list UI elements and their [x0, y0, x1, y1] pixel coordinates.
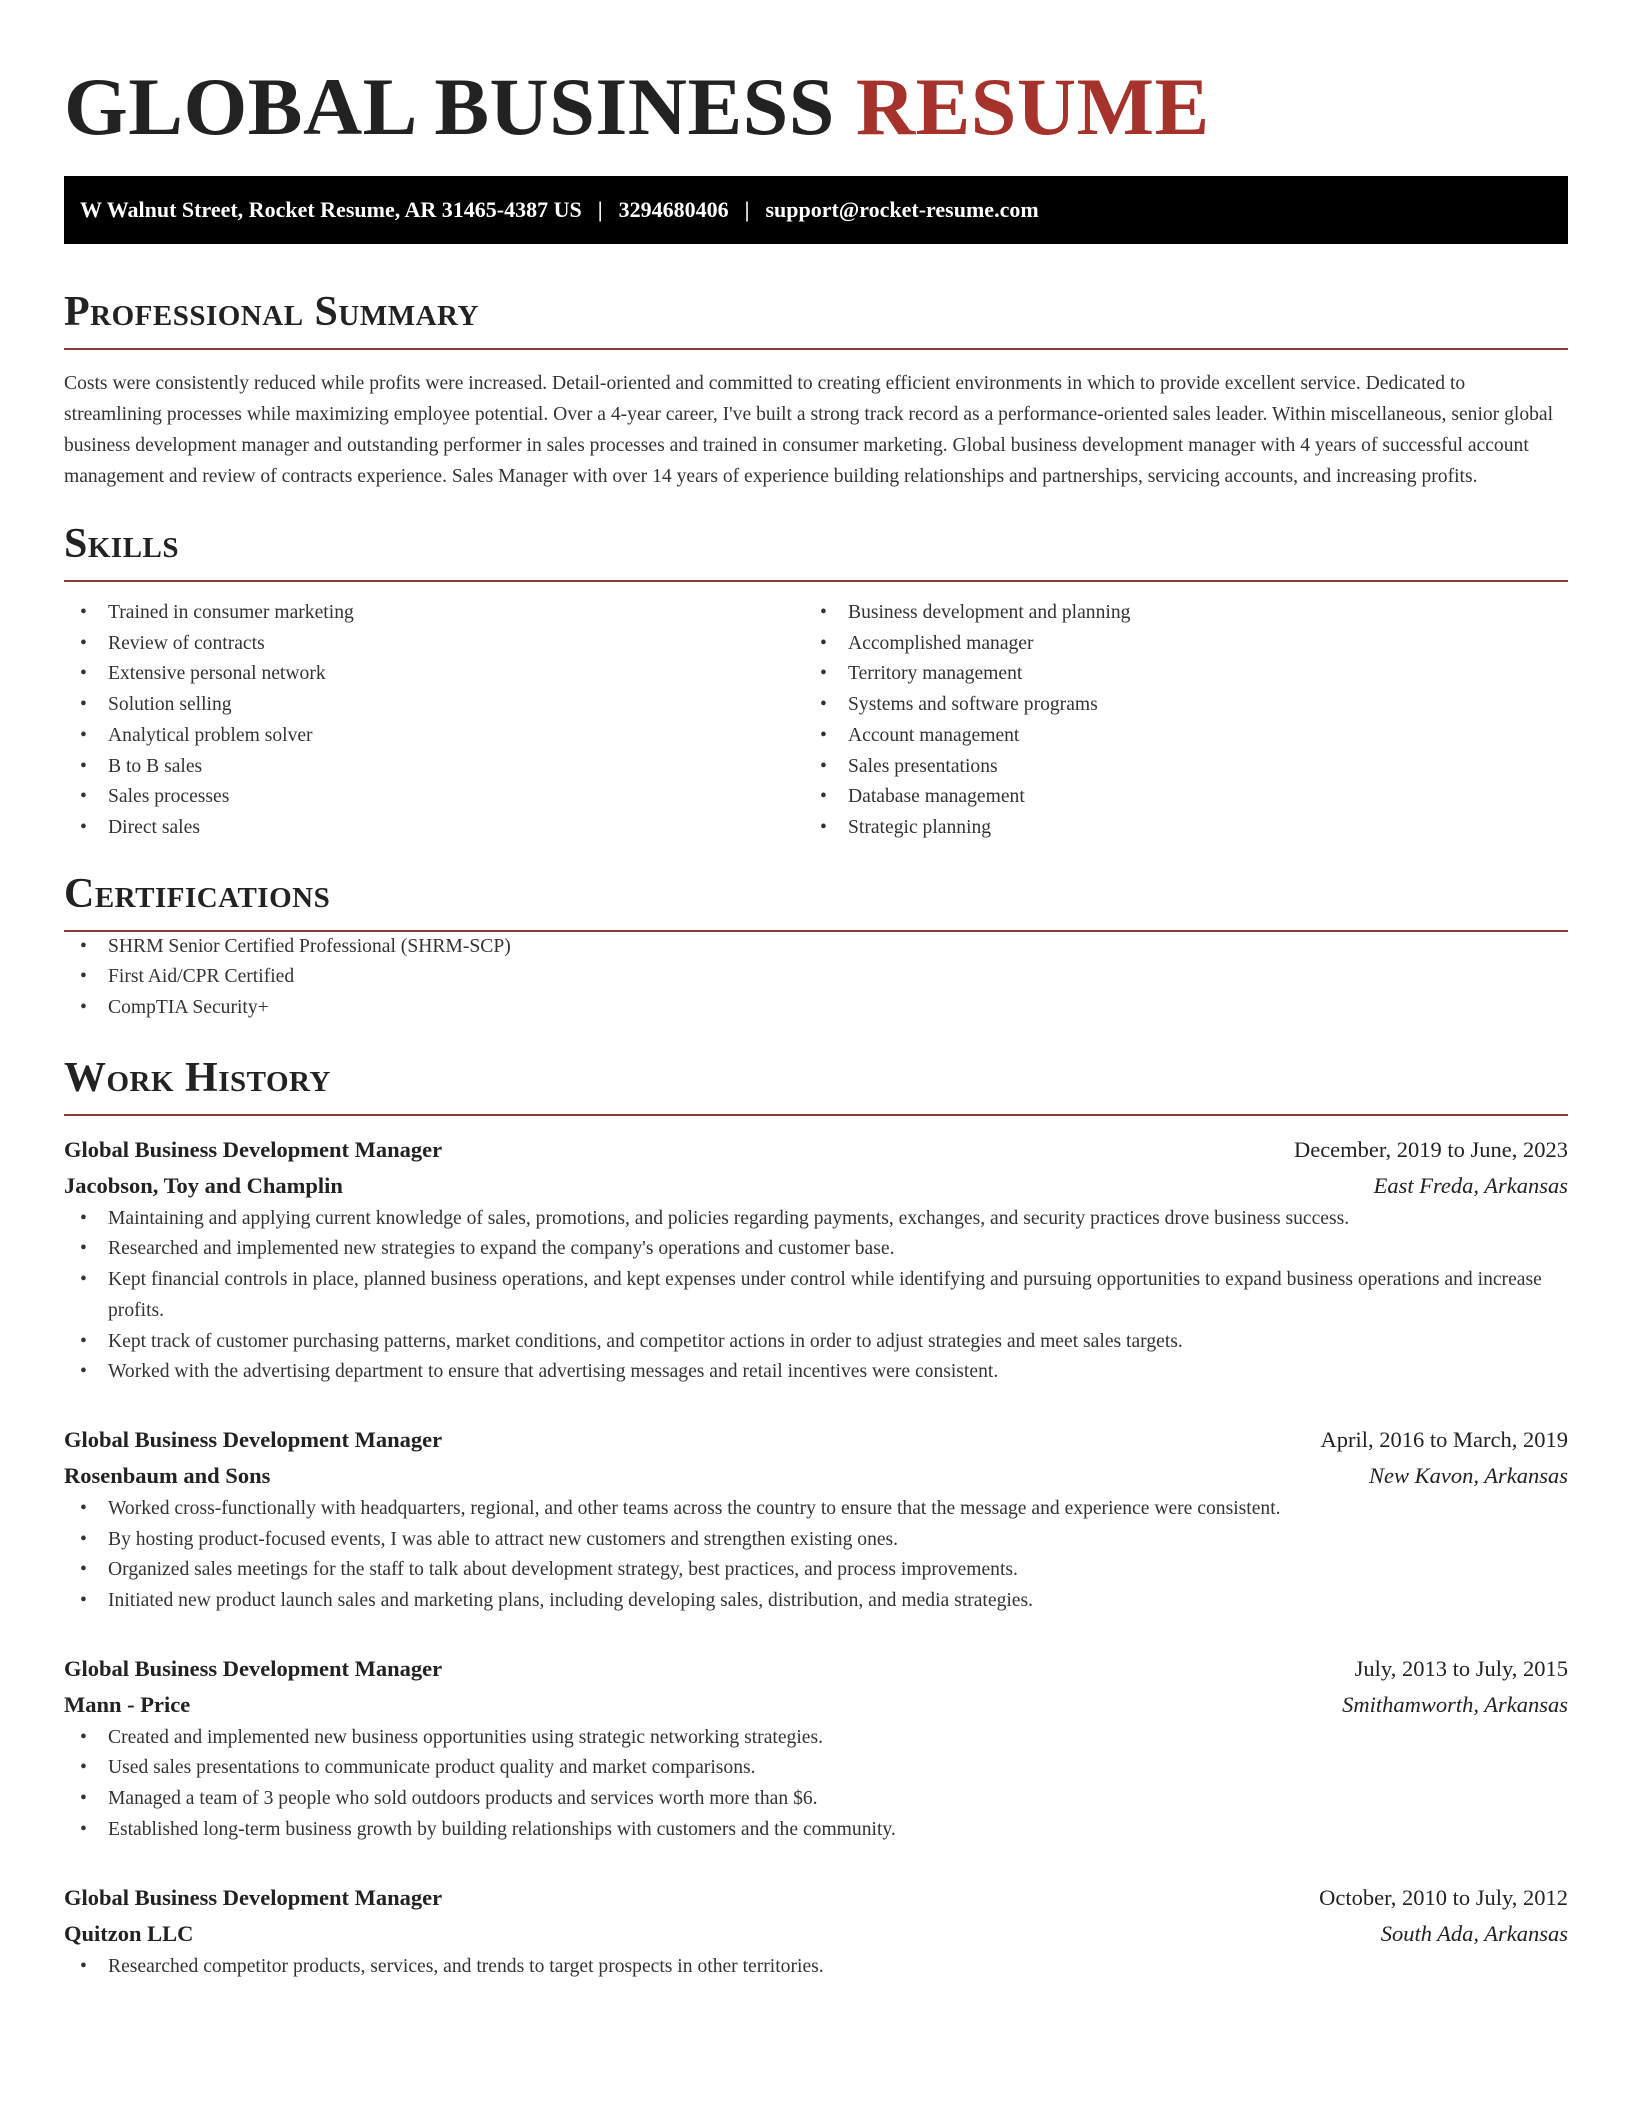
job-entry [64, 1651, 1568, 1846]
job-entry [64, 1880, 1568, 1983]
job-dates: July, 2013 to July, 2015 [1354, 1655, 1568, 1681]
job-location: East Freda, Arkansas [1373, 1172, 1568, 1198]
job-title: Global Business Development Manager [64, 1884, 443, 1910]
job-duty: • Initiated new product launch sales and marketing plans, including developing sales, distribution, and media strategies. [64, 1586, 1568, 1617]
job-header-row [64, 1880, 1568, 1916]
skill-item: • B to B sales [64, 752, 804, 783]
title-accent: RESUME [855, 61, 1210, 152]
job-company: Mann - Price [64, 1691, 191, 1717]
skills-grid [64, 598, 1568, 844]
skills-list-right [804, 598, 1544, 844]
resume-title [64, 0, 1568, 162]
skill-item: • Direct sales [64, 813, 804, 844]
job-header-row [64, 1651, 1568, 1687]
skill-item: • Territory management [804, 659, 1544, 690]
job-duty: • Researched and implemented new strategies to expand the company's operations and customer base. [64, 1234, 1568, 1265]
contact-separator: | [597, 197, 603, 222]
job-title: Global Business Development Manager [64, 1426, 443, 1452]
skill-item: • Systems and software programs [804, 690, 1544, 721]
job-title: Global Business Development Manager [64, 1655, 443, 1681]
skill-item: • Strategic planning [804, 813, 1544, 844]
job-duty: • Established long-term business growth by building relationships with customers and the community. [64, 1815, 1568, 1846]
job-header-row [64, 1422, 1568, 1458]
skill-item: • Account management [804, 721, 1544, 752]
contact-bar [64, 176, 1568, 244]
certifications-list [64, 932, 1568, 1024]
skill-item: • Accomplished manager [804, 629, 1544, 660]
job-duty: • Created and implemented new business opportunities using strategic networking strategies. [64, 1723, 1568, 1754]
job-company-row [64, 1916, 1568, 1952]
certifications-heading: Certifications [64, 870, 1568, 932]
job-title: Global Business Development Manager [64, 1136, 443, 1162]
job-duty: • Researched competitor products, services, and trends to target prospects in other territories. [64, 1952, 1568, 1983]
job-duty: • Worked cross-functionally with headquarters, regional, and other teams across the country to ensure that the message and experience were consistent. [64, 1494, 1568, 1525]
job-header-row [64, 1132, 1568, 1168]
skill-item: • Business development and planning [804, 598, 1544, 629]
certification-item: • CompTIA Security+ [64, 993, 1568, 1024]
job-duties [64, 1204, 1568, 1388]
skill-item: • Database management [804, 782, 1544, 813]
skill-item: • Analytical problem solver [64, 721, 804, 752]
job-duty: • Organized sales meetings for the staff to talk about development strategy, best practices, and process improvements. [64, 1555, 1568, 1586]
job-duty: • Maintaining and applying current knowledge of sales, promotions, and policies regarding payments, exchanges, and security practices drove business success. [64, 1204, 1568, 1235]
job-duty: • Kept track of customer purchasing patterns, market conditions, and competitor actions in order to adjust strategies and meet sales targets. [64, 1327, 1568, 1358]
contact-separator: | [744, 197, 750, 222]
job-duty: • By hosting product-focused events, I was able to attract new customers and strengthen existing ones. [64, 1525, 1568, 1556]
job-duty: • Kept financial controls in place, planned business operations, and kept expenses under control while identifying and pursuing opportunities to expand business operations and increase profits. [64, 1265, 1568, 1326]
job-company-row [64, 1168, 1568, 1204]
contact-email: support@rocket-resume.com [765, 197, 1039, 222]
job-duties [64, 1723, 1568, 1846]
job-dates: December, 2019 to June, 2023 [1293, 1136, 1568, 1162]
skill-item: • Review of contracts [64, 629, 804, 660]
job-duty: • Managed a team of 3 people who sold outdoors products and services worth more than $6. [64, 1784, 1568, 1815]
skills-list-left [64, 598, 804, 844]
skill-item: • Solution selling [64, 690, 804, 721]
skill-item: • Sales presentations [804, 752, 1544, 783]
contact-phone: 3294680406 [618, 197, 729, 222]
job-duty: • Used sales presentations to communicate product quality and market comparisons. [64, 1753, 1568, 1784]
job-duty: • Worked with the advertising department to ensure that advertising messages and retail incentives were consistent. [64, 1357, 1568, 1388]
job-location: New Kavon, Arkansas [1369, 1462, 1568, 1488]
certification-item: • SHRM Senior Certified Professional (SHRM-SCP) [64, 932, 1568, 963]
job-location: South Ada, Arkansas [1380, 1920, 1568, 1946]
title-main: GLOBAL BUSINESS [64, 61, 856, 152]
job-company: Quitzon LLC [64, 1920, 194, 1946]
job-entry [64, 1132, 1568, 1388]
contact-address: W Walnut Street, Rocket Resume, AR 31465-4387 US [80, 197, 582, 222]
job-company-row [64, 1458, 1568, 1494]
job-company: Jacobson, Toy and Champlin [64, 1172, 343, 1198]
skill-item: • Extensive personal network [64, 659, 804, 690]
job-location: Smithamworth, Arkansas [1342, 1691, 1568, 1717]
certification-item: • First Aid/CPR Certified [64, 962, 1568, 993]
job-duties [64, 1494, 1568, 1617]
summary-text: Costs were consistently reduced while profits were increased. Detail-oriented and committed to creating efficient environments in which to provide excellent service. Dedicated to streamlining processes while maximizing employee potential. Over a 4-year career, I've built a strong track record as a performance-oriented sales leader. Within miscellaneous, senior global business development manager and outstanding performer in sales processes and trained in consumer marketing. Global business development manager with 4 years of successful account management and review of contracts experience. Sales Manager with over 14 years of experience building relationships and partnerships, servicing accounts, and increasing profits. [64, 373, 1554, 487]
job-dates: April, 2016 to March, 2019 [1320, 1426, 1568, 1452]
job-company-row [64, 1687, 1568, 1723]
skills-heading: Skills [64, 520, 1568, 582]
summary-heading: Professional Summary [64, 288, 1568, 350]
job-entry [64, 1422, 1568, 1617]
work-history-heading: Work History [64, 1054, 1568, 1116]
job-dates: October, 2010 to July, 2012 [1319, 1884, 1568, 1910]
skill-item: • Trained in consumer marketing [64, 598, 804, 629]
job-company: Rosenbaum and Sons [64, 1462, 271, 1488]
job-duties [64, 1952, 1568, 1983]
skill-item: • Sales processes [64, 782, 804, 813]
